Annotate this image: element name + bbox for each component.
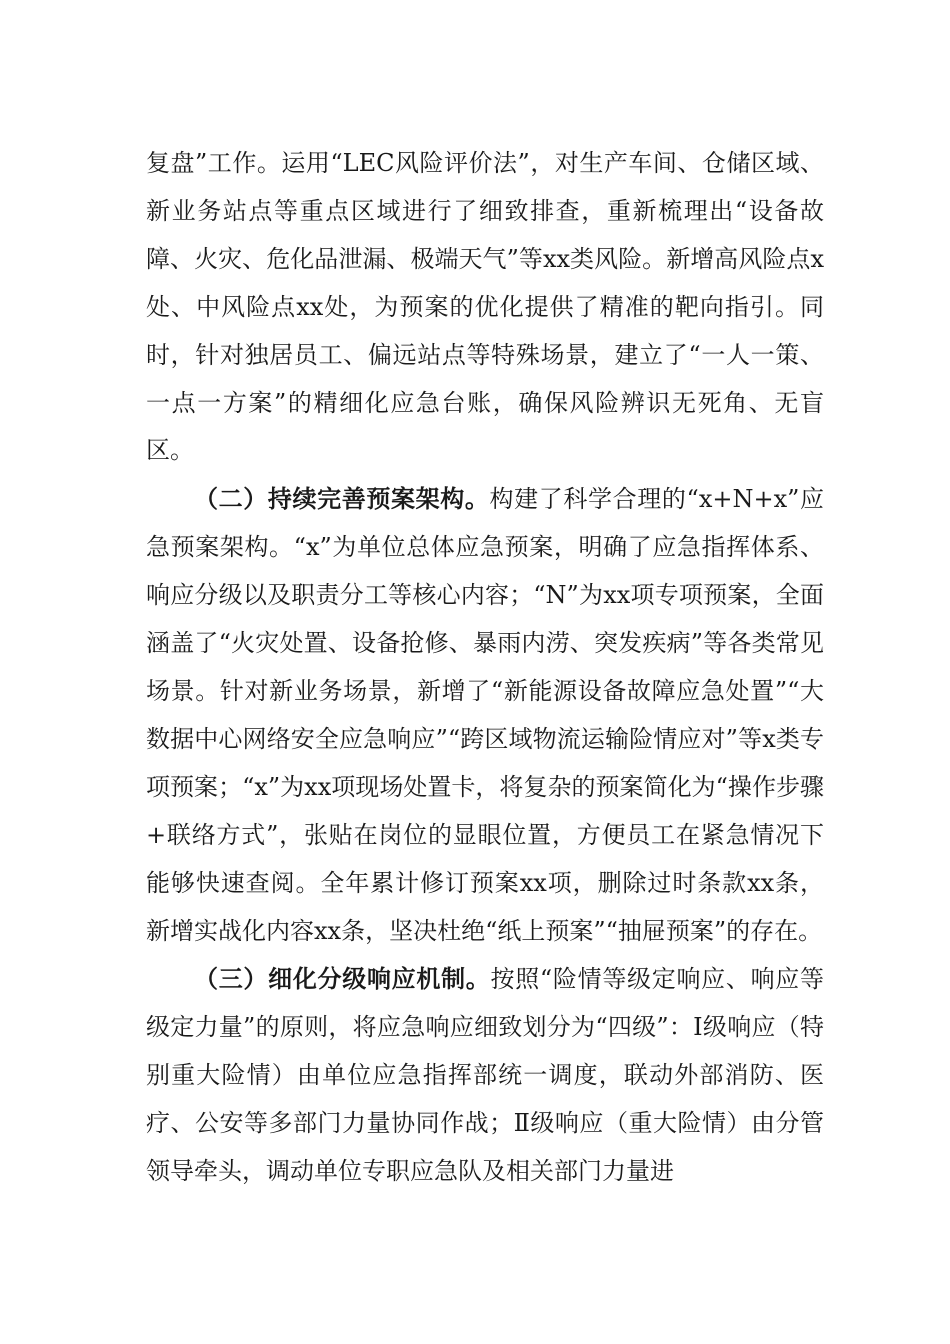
paragraph-risk-review bbox=[146, 140, 824, 475]
section-heading-3: （三）细化分级响应机制。 bbox=[194, 964, 491, 994]
paragraph-text: 复盘”工作。运用“LEC风险评价法”，对生产车间、仓储区域、新业务站点等重点区域进行了细致排查，重新梳理出“设备故障、火灾、危化品泄漏、极端天气”等xx类风险。新增高风险点x处、中风险点xx处，为预案的优化提供了精准的靶向指引。同时，针对独居员工、偏远站点等特殊场景，建立了“一人一策、一点一方案”的精细化应急台账，确保风险辨识无死角、无盲区。 bbox=[146, 149, 824, 465]
paragraph-text: 构建了科学合理的“x+N+x”应急预案架构。“x”为单位总体应急预案，明确了应急指挥体系、响应分级以及职责分工等核心内容；“N”为xx项专项预案，全面涵盖了“火灾处置、设备抢修、暴雨内涝、突发疾病”等各类常见场景。针对新业务场景，新增了“新能源设备故障应急处置”“大数据中心网络安全应急响应”“跨区域物流运输险情应对”等x类专项预案；“x”为xx项现场处置卡，将复杂的预案简化为“操作步骤+联络方式”，张贴在岗位的显眼位置，方便员工在紧急情况下能够快速查阅。全年累计修订预案xx项，删除过时条款xx条，新增实战化内容xx条，坚决杜绝“纸上预案”“抽屉预案”的存在。 bbox=[146, 485, 825, 945]
paragraph-plan-structure bbox=[146, 475, 824, 955]
section-heading-2: （二）持续完善预案架构。 bbox=[194, 484, 490, 514]
paragraph-response-mechanism bbox=[146, 955, 824, 1196]
paragraph-text: 按照“险情等级定响应、响应等级定力量”的原则，将应急响应细致划分为“四级”：Ⅰ级响应（特别重大险情）由单位应急指挥部统一调度，联动外部消防、医疗、公安等多部门力量协同作战；Ⅱ级响应（重大险情）由分管领导牵头，调动单位专职应急队及相关部门力量进 bbox=[146, 965, 824, 1186]
document-body bbox=[146, 140, 824, 1196]
